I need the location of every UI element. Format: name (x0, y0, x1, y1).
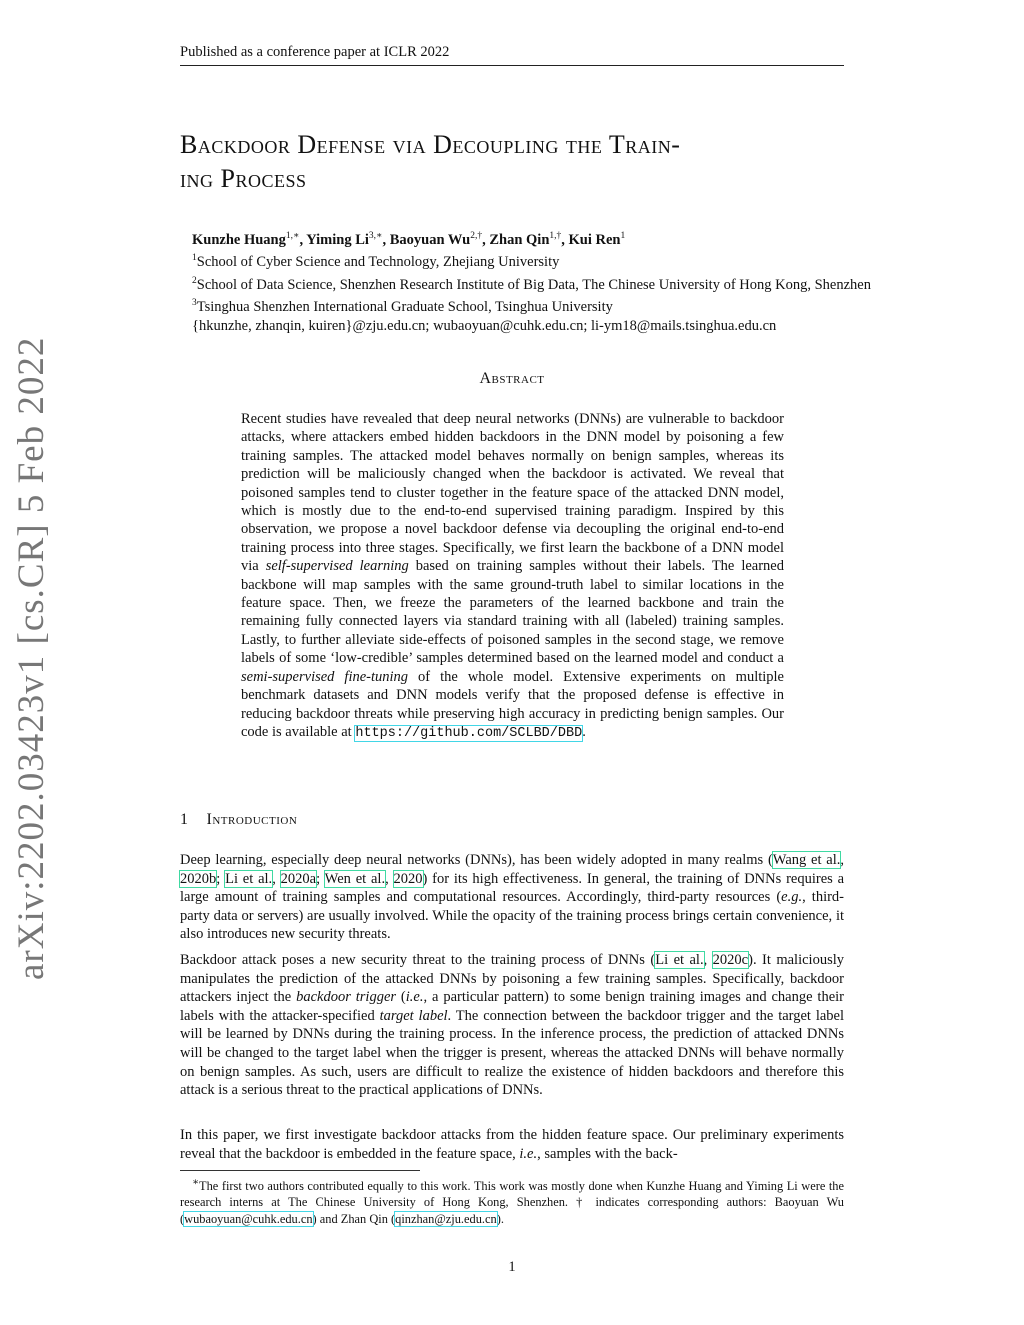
citation-link[interactable]: Wen et al. (324, 870, 386, 887)
author-name: Kunzhe Huang (192, 231, 286, 248)
para-emphasis: target label (379, 1007, 448, 1024)
abstract-text: of the whole model. Extensive experiments on multiple benchmark datasets and DNN models verify that the proposed defense is effective in reducing backdoor threats while preserving high accuracy in predicting benign samples. Our code is available at (241, 668, 784, 740)
aff-sup: 2 (192, 275, 197, 286)
para-emphasis: backdoor trigger (296, 989, 397, 1006)
citation-year-link[interactable]: 2020b (180, 870, 217, 887)
para-emphasis: i.e. (519, 1145, 538, 1162)
affiliation-3 (192, 294, 992, 316)
author-sup: 1,∗ (285, 231, 300, 241)
aff-sup: 3 (192, 298, 197, 309)
author-name: Baoyuan Wu (389, 231, 471, 248)
aff-text: Tsinghua Shenzhen International Graduate School, Tsinghua University (196, 299, 613, 316)
code-url-link[interactable]: https://github.com/SCLBD/DBD (355, 725, 583, 741)
abstract-text: based on training samples without their labels. The learned backbone will map samples with the same ground-truth label to similar locations in the feature space. Then, we freeze the parameters of the learned backbone and train the remaining fully connected layers via standard training with all (labeled) training samples. Lastly, to further alleviate side-effects of poisoned samples in the second stage, we remove labels of some ‘low-credible’ samples determined based on the learned model and conduct a (241, 558, 784, 667)
citation-link[interactable]: Li et al. (225, 870, 273, 887)
para-emphasis: i.e. (405, 989, 424, 1006)
page-number: 1 (508, 1259, 516, 1275)
author-name: Zhan Qin (489, 231, 550, 248)
para-text: ; (316, 870, 325, 887)
aff-text: School of Data Science, Shenzhen Research Institute of Big Data, The Chinese University of Hong Kong, Shenzhen (196, 276, 871, 293)
affiliation-2 (192, 272, 992, 294)
para-text: In this paper, we first investigate backdoor attacks from the hidden feature space. Our preliminary experiments reveal that the backdoor is embedded in the feature space, (180, 1127, 844, 1162)
abstract-text: Recent studies have revealed that deep neural networks (DNNs) are vulnerable to backdoor attacks, where attackers embed hidden backdoors in the DNN model by poisoning a few training samples. The attacked model behaves normally on benign samples, whereas its prediction will be maliciously changed when the backdoor is activated. We reveal that poisoned samples tend to cluster together in the feature space of the attacked DNN model, which is mostly due to the end-to-end supervised training paradigm. Inspired by this observation, we propose a novel backdoor defense via decoupling the original end-to-end training process into three stages. Specifically, we first learn the backbone of a DNN model via (241, 411, 784, 575)
para-text: ; (216, 870, 226, 887)
abstract-body (241, 410, 784, 743)
citation-link[interactable]: Li et al. (655, 952, 704, 968)
footnote (180, 1175, 844, 1227)
citation-link[interactable]: Wang et al. (772, 852, 841, 868)
aff-sup: 1 (192, 253, 197, 264)
section-number: 1 (180, 811, 189, 828)
affiliation-1 (192, 249, 992, 271)
para-text: ( (396, 989, 406, 1006)
author-names: Kunzhe Huang$^{1,∗}$, Yiming $Li^{3,∗}$, Baoyuan $Wu^{2,\dagger}$, Zhan Qin$^{1,\dagger}$, Kui Ren$^1$ (192, 231, 626, 248)
abstract-emphasis: self-supervised learning (265, 558, 409, 575)
para-text: , a particular pattern) to some benign training images and change their labels with the attacker-specified (180, 989, 844, 1024)
intro-paragraph-2: Backdoor attack poses a new security threat to the training process of DNNs (Li et al., 2020c). It maliciously manipulates the prediction of the attacked DNNs by poisoning a few training samples. Specifically, backdoor attackers inject the backdoor trigger (i.e., a particular pattern) to some benign training images and change their labels with the attacker-specified target label. The connection between the backdoor trigger and the target label will be learned by DNNs during the training process. In the inference process, the prediction of attacked DNNs will be changed to the target label when the trigger is present, whereas the attacked DNNs will behave normally on benign samples. As such, users are difficult to realize the existence of hidden backdoors and therefore this attack is a serious threat to the practical applications of DNNs. (180, 952, 845, 1099)
citation-year-link[interactable]: 2020 (393, 870, 423, 887)
citation-year-link[interactable]: 2020c (712, 952, 749, 968)
header-rule (180, 65, 844, 66)
para-text: Backdoor attack poses a new security threat to the training process of DNNs ( (180, 952, 656, 968)
author-name: Yiming Li (306, 231, 369, 248)
para-text: Deep learning, especially deep neural networks (DNNs), has been widely adopted in many realms ( (180, 852, 773, 868)
author-sup: 3,∗ (368, 231, 383, 241)
abstract-emphasis: semi-supervised fine-tuning (241, 668, 409, 685)
abstract-text: . (582, 723, 586, 740)
author-block (192, 227, 992, 335)
email-link[interactable]: wubaoyuan@cuhk.edu.cn (184, 1211, 313, 1226)
para-text: , samples with the back- (537, 1145, 678, 1162)
para-text: , third-party data or servers) are usually involved. While the opacity of the training process brings certain convenience, it also introduces new security threats. (180, 889, 845, 943)
footnote-text: The first two authors contributed equally to this work. This work was mostly done when Kunzhe Huang and Yiming Li were the research interns at The Chinese University of Hong Kong, Shenzhen. † indicates corresponding authors: Baoyuan Wu ( (180, 1179, 844, 1226)
section-title: Introduction (206, 811, 298, 828)
footnote-mark: ∗ (192, 1177, 200, 1188)
running-header: Published as a conference paper at ICLR 2022 (180, 44, 450, 60)
intro-paragraph-3 (180, 1126, 844, 1163)
paper-title (180, 128, 880, 196)
aff-text: School of Cyber Science and Technology, Zhejiang University (196, 254, 560, 271)
para-text: ) for its high effectiveness. In general, the training of DNNs requires a large amount of training samples and computational resources. Accordingly, third-party resources ( (180, 870, 845, 906)
footnote-rule (180, 1170, 420, 1171)
abstract-heading: Abstract (479, 370, 545, 387)
para-text: ). It maliciously manipulates the prediction of the attacked DNNs by poisoning a few training samples. Specifically, backdoor attackers inject the (180, 952, 844, 1006)
intro-paragraph-1: Deep learning, especially deep neural networks (DNNs), has been widely adopted in many realms (Wang et al., 2020b; Li et al., 2020a; Wen et al., 2020) for its high effectiveness. In general, the training of DNNs requires a large amount of training samples and computational resources. Accordingly, third-party resources (e.g., third-party data or servers) are usually involved. While the opacity of the training process brings certain convenience, it also introduces new security threats. (180, 852, 845, 943)
author-emails: {hkunzhe, zhanqin, kuiren}@zju.edu.cn; wubaoyuan@cuhk.edu.cn; li-ym18@mails.tsinghua.edu.cn (192, 317, 777, 334)
para-emphasis: e.g. (781, 889, 803, 906)
title-line-2: ing Process (180, 164, 307, 193)
author-name: Kui Ren (568, 231, 621, 248)
para-text: . The connection between the backdoor trigger and the target label will be learned by DNNs during the training process. In the inference process, the prediction of attacked DNNs will be changed to the target label when the trigger is present, whereas the attacked DNNs will behave normally on benign samples. As such, users are difficult to realize the existence of hidden backdoors and therefore this attack is a serious threat to the practical applications of DNNs. (180, 1007, 845, 1099)
author-sup: 1,† (549, 231, 562, 241)
citation-year-link[interactable]: 2020a (280, 870, 317, 887)
title-line-1: Backdoor Defense via Decoupling the Train- (180, 130, 681, 159)
footnote-text: ) and Zhan Qin ( (312, 1211, 396, 1226)
author-sup: 2,† (470, 231, 483, 241)
arxiv-stamp: arXiv:2202.03423v1 [cs.CR] 5 Feb 2022 (11, 336, 52, 980)
section-heading (180, 811, 297, 829)
email-link[interactable]: qinzhan@zju.edu.cn (395, 1211, 497, 1226)
footnote-text: ). (496, 1211, 504, 1226)
author-sup: 1 (620, 231, 626, 241)
